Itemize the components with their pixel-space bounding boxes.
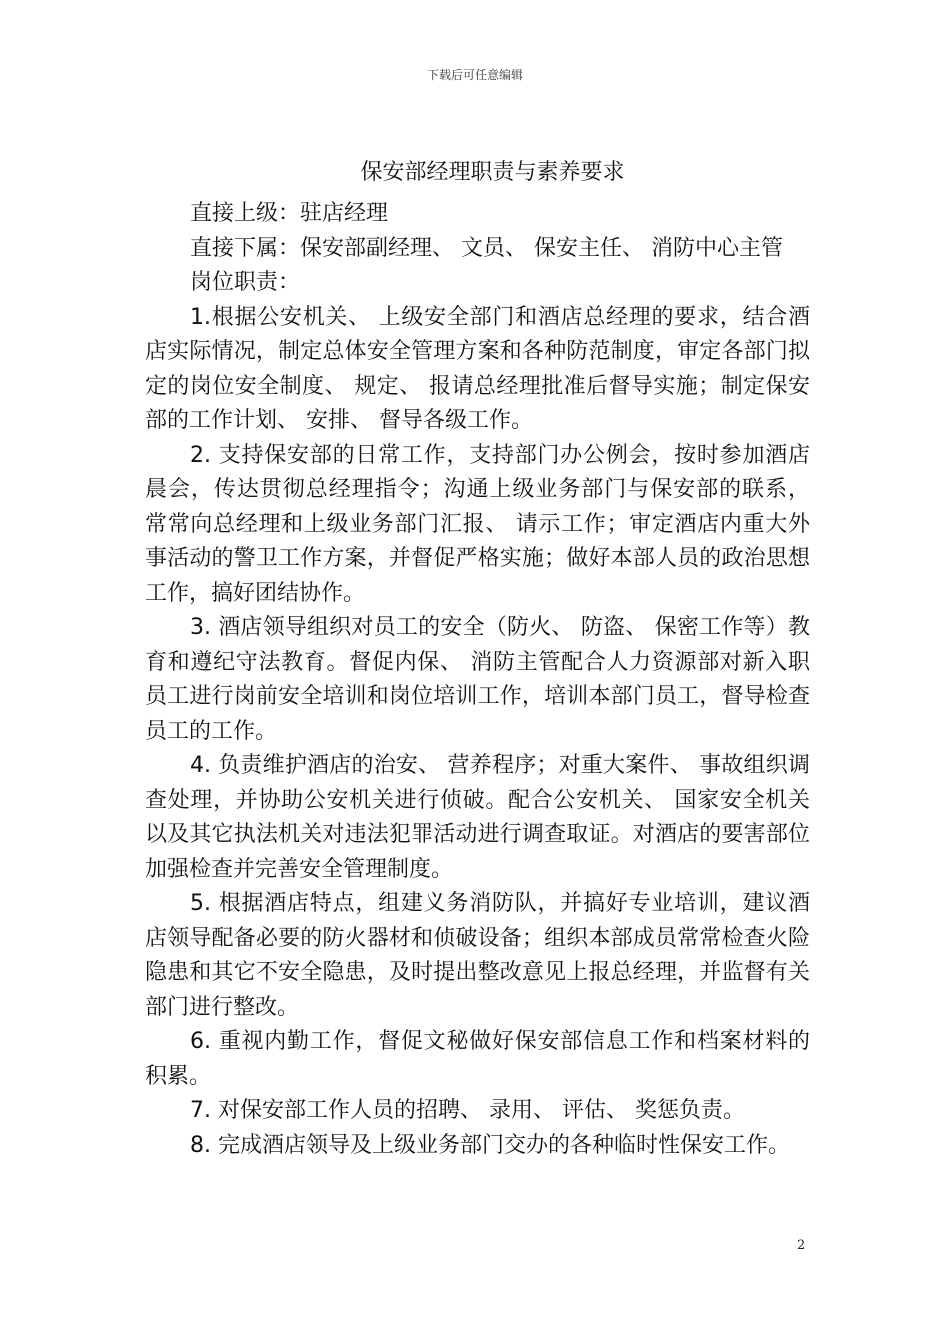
subordinates-line: 直接下属：保安部副经理、 文员、 保安主任、 消防中心主管 bbox=[190, 235, 783, 261]
duty-item-8: 8. 完成酒店领导及上级业务部门交办的各种临时性保安工作。 bbox=[190, 1132, 790, 1158]
document-body bbox=[145, 155, 810, 1163]
duty-item-1: 1.根据公安机关、 上级安全部门和酒店总经理的要求，结合酒店实际情况，制定总体安全管理方案和各种防范制度，审定各部门拟定的岗位安全制度、 规定、 报请总经理批准后督导实施；制定保安部的工作计划、 安排、 督导各级工作。 bbox=[145, 304, 810, 433]
page-number: 2 bbox=[797, 1238, 806, 1253]
duty-item-6: 6. 重视内勤工作，督促文秘做好保安部信息工作和档案材料的积累。 bbox=[145, 1029, 810, 1089]
header-note: 下载后可任意编辑 bbox=[426, 68, 523, 82]
duty-item-4: 4. 负责维护酒店的治安、 营养程序；对重大案件、 事故组织调查处理，并协助公安机关进行侦破。配合公安机关、 国家安全机关以及其它执法机关对违法犯罪活动进行调查取证。对酒店的要害部位加强检查并完善安全管理制度。 bbox=[145, 753, 810, 882]
duties-heading: 岗位职责： bbox=[190, 270, 301, 295]
duty-item-5: 5. 根据酒店特点，组建义务消防队，并搞好专业培训，建议酒店领导配备必要的防火器材和侦破设备；组织本部成员常常检查火险隐患和其它不安全隐患，及时提出整改意见上报总经理，并监督有关部门进行整改。 bbox=[145, 891, 810, 1020]
duty-item-7: 7. 对保安部工作人员的招聘、 录用、 评估、 奖惩负责。 bbox=[190, 1098, 745, 1123]
duty-item-2: 2. 支持保安部的日常工作，支持部门办公例会，按时参加酒店晨会，传达贯彻总经理指令；沟通上级业务部门与保安部的联系， 常常向总经理和上级业务部门汇报、 请示工作；审定酒店内重大外事活动的警卫工作方案，并督促严格实施；做好本部人员的政治思想工作，搞好团结协作。 bbox=[145, 442, 810, 606]
document-title: 保安部经理职责与素养要求 bbox=[360, 160, 625, 185]
duty-item-3: 3. 酒店领导组织对员工的安全（防火、 防盗、 保密工作等）教育和遵纪守法教育。督促内保、 消防主管配合人力资源部对新入职员工进行岗前安全培训和岗位培训工作，培训本部门员工，督导检查员工的工作。 bbox=[145, 615, 810, 744]
supervisor-line: 直接上级：驻店经理 bbox=[190, 201, 389, 226]
